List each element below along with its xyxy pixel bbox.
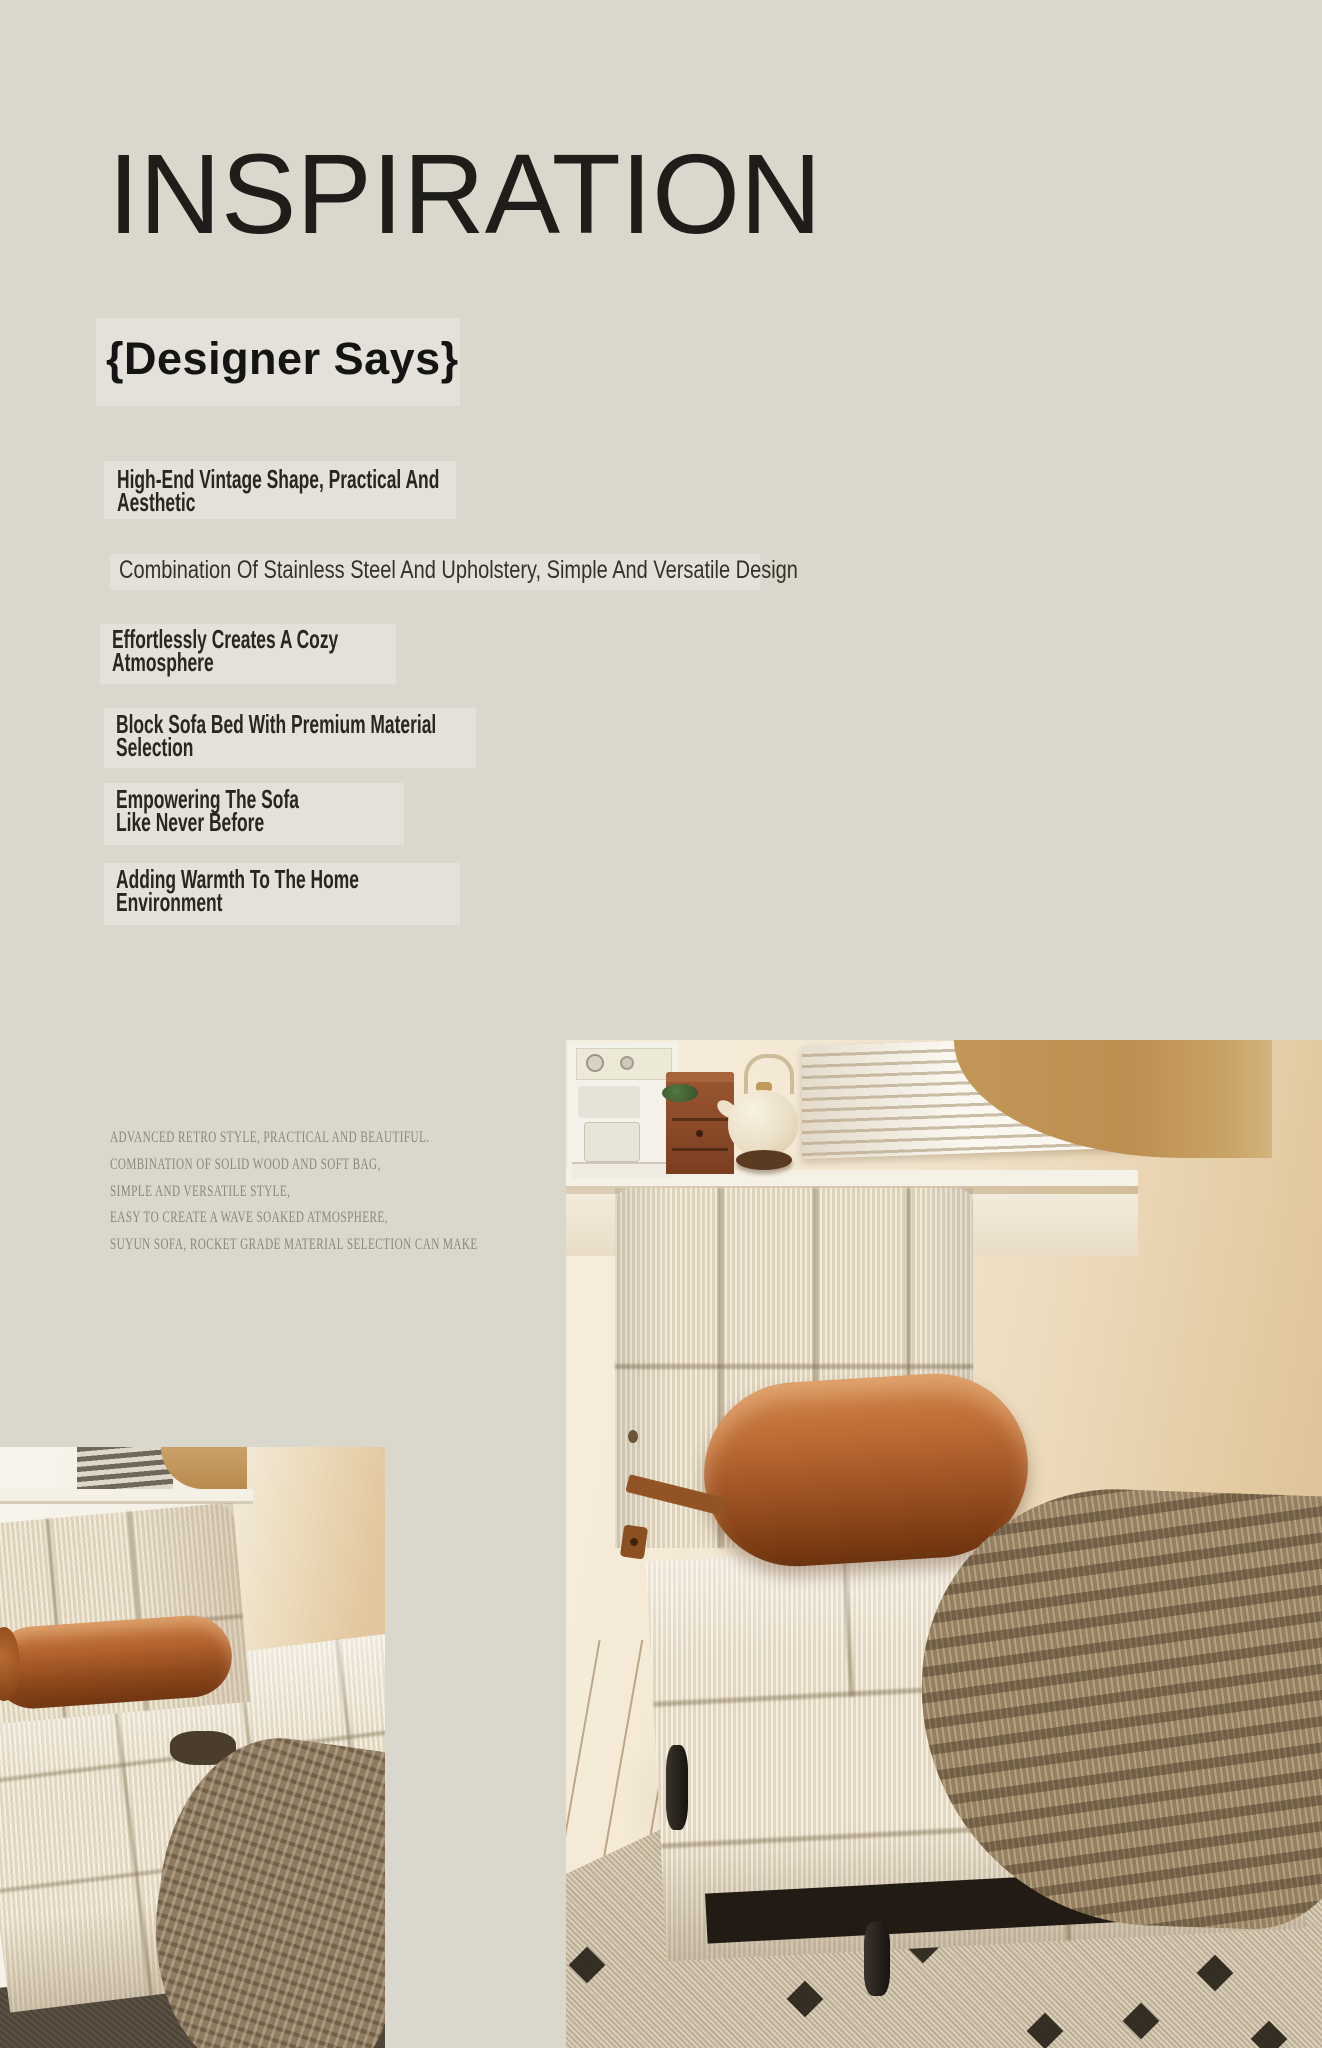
feature-line: Selection xyxy=(116,732,194,762)
cabinet-drawer-line xyxy=(672,1148,728,1151)
leather-bolster-pillow xyxy=(0,1613,235,1712)
feature-line: Atmosphere xyxy=(112,647,214,677)
feature-text xyxy=(116,784,299,837)
feature-line: Environment xyxy=(116,887,223,917)
caption-line: SUYUN SOFA, ROCKET GRADE MATERIAL SELECTION CAN MAKE xyxy=(110,1236,478,1254)
feature-line: Effortlessly Creates A Cozy xyxy=(112,624,339,654)
coffee-carafe xyxy=(584,1122,640,1162)
caption-line: EASY TO CREATE A WAVE SOAKED ATMOSPHERE, xyxy=(110,1209,388,1227)
feature-text xyxy=(119,558,798,583)
cabinet-knob xyxy=(696,1130,703,1137)
mirror-ledge xyxy=(0,1489,253,1504)
coffee-machine-tray xyxy=(572,1162,672,1178)
feature-text xyxy=(117,464,440,517)
coffee-machine xyxy=(568,1042,678,1180)
cabinet-drawer-line xyxy=(672,1118,728,1121)
left-sofa-photo xyxy=(0,1447,385,2048)
blinds-reflection xyxy=(77,1447,173,1491)
page-title: INSPIRATION xyxy=(108,131,822,257)
kettle-base xyxy=(736,1150,792,1170)
cabinet-trim xyxy=(666,1072,734,1082)
feature-text xyxy=(116,709,437,762)
strap-button-tab xyxy=(620,1524,648,1559)
feature-text xyxy=(112,624,339,677)
coffee-machine-dial xyxy=(586,1054,604,1072)
feature-line: High-End Vintage Shape, Practical And xyxy=(117,464,440,494)
style-caption xyxy=(110,1125,478,1259)
strap-button xyxy=(629,1537,638,1546)
arch-mirror-frame xyxy=(161,1447,247,1489)
feature-text xyxy=(116,864,359,917)
sofa-leg xyxy=(666,1745,688,1830)
feature-line: Aesthetic xyxy=(117,487,196,517)
kettle-body xyxy=(728,1090,798,1156)
feature-line: Adding Warmth To The Home xyxy=(116,864,359,894)
designer-says-heading: {Designer Says} xyxy=(106,333,459,384)
caption-line: SIMPLE AND VERSATILE STYLE, xyxy=(110,1182,291,1200)
caption-line: ADVANCED RETRO STYLE, PRACTICAL AND BEAUTIFUL. xyxy=(110,1129,430,1146)
coffee-machine-dial xyxy=(620,1056,634,1070)
feature-line: Combination Of Stainless Steel And Upholstery, Simple And Versatile Design xyxy=(119,556,798,584)
backrest-button xyxy=(628,1430,638,1443)
plant-decor xyxy=(662,1084,698,1102)
right-sofa-photo xyxy=(566,1040,1322,2048)
caption-line: COMBINATION OF SOLID WOOD AND SOFT BAG, xyxy=(110,1155,381,1173)
feature-line: Block Sofa Bed With Premium Material xyxy=(116,709,437,739)
feature-line: Empowering The Sofa xyxy=(116,784,299,814)
feature-line: Like Never Before xyxy=(116,807,265,837)
coffee-machine-brewhead xyxy=(578,1086,640,1118)
sofa-leg xyxy=(864,1922,890,1996)
